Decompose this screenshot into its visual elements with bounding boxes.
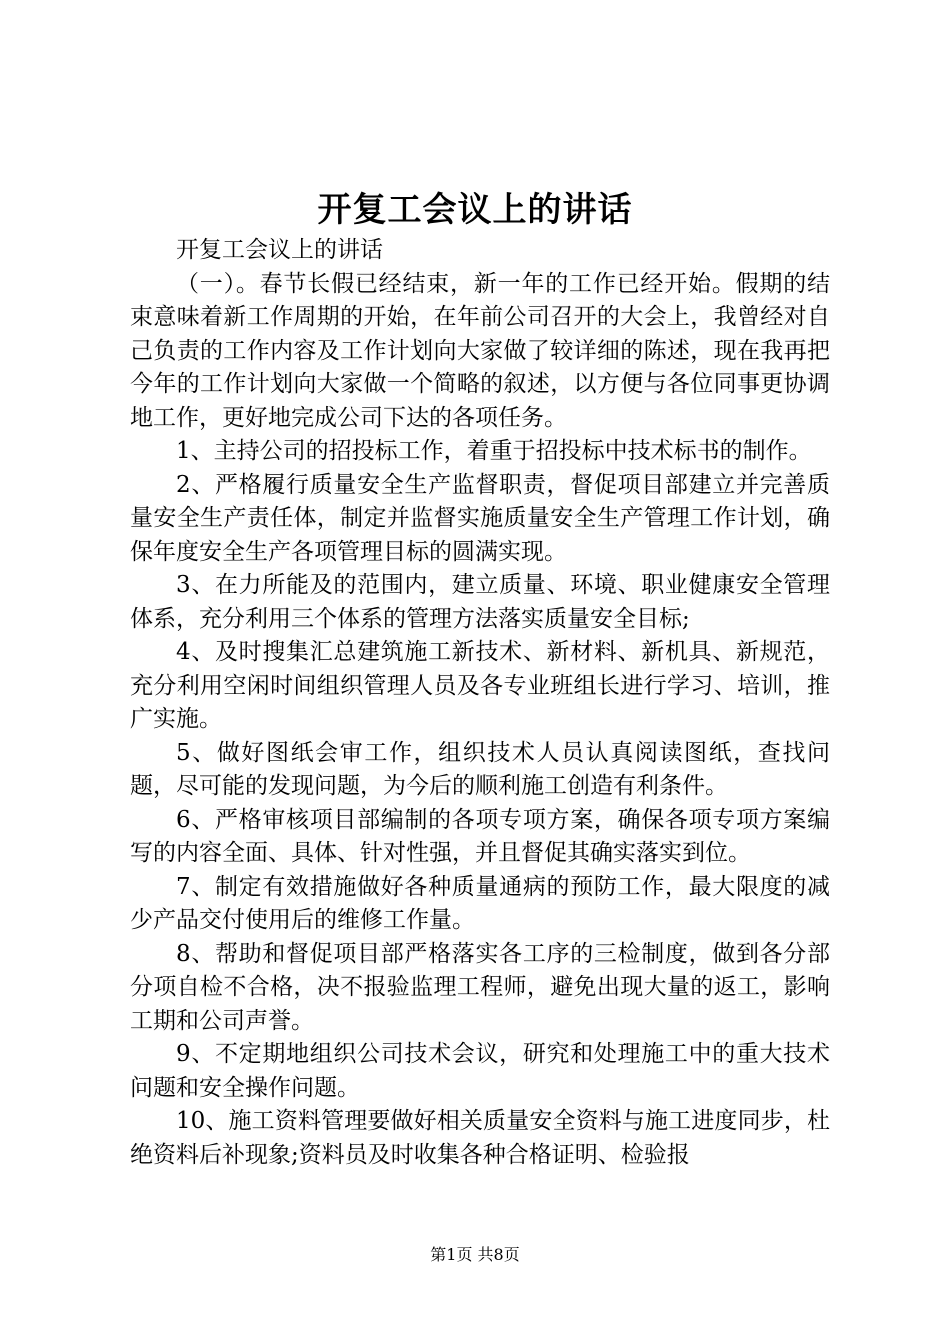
- page-footer: 第1页 共8页: [430, 1245, 520, 1264]
- paragraph-item-2: 2、严格履行质量安全生产监督职责，督促项目部建立并完善质量安全生产责任体，制定并监督实施质量安全生产管理工作计划，确保年度安全生产各项管理目标的圆满实现。: [130, 471, 830, 565]
- paragraph-item-9: 9、不定期地组织公司技术会议，研究和处理施工中的重大技术问题和安全操作问题。: [130, 1041, 830, 1101]
- document-body: [130, 234, 830, 1172]
- document-title: 开复工会议上的讲话: [317, 190, 633, 230]
- paragraph-item-3: 3、在力所能及的范围内，建立质量、环境、职业健康安全管理体系，充分利用三个体系的管理方法落实质量安全目标;: [130, 572, 830, 632]
- paragraph-item-10: 10、施工资料管理要做好相关质量安全资料与施工进度同步，杜绝资料后补现象;资料员及时收集各种合格证明、检验报: [130, 1108, 830, 1168]
- paragraph-item-4: 4、及时搜集汇总建筑施工新技术、新材料、新机具、新规范，充分利用空闲时间组织管理人员及各专业班组长进行学习、培训，推广实施。: [130, 639, 830, 732]
- paragraph-item-6: 6、严格审核项目部编制的各项专项方案，确保各项专项方案编写的内容全面、具体、针对性强，并且督促其确实落实到位。: [130, 806, 830, 866]
- paragraph-subtitle: 开复工会议上的讲话: [176, 237, 383, 263]
- paragraph-item-5: 5、做好图纸会审工作，组织技术人员认真阅读图纸，查找问题，尽可能的发现问题，为今后的顺利施工创造有利条件。: [130, 739, 830, 799]
- paragraph-item-1: 1、主持公司的招投标工作，着重于招投标中技术标书的制作。: [176, 438, 812, 464]
- paragraph-intro: （一）。春节长假已经结束，新一年的工作已经开始。假期的结束意味着新工作周期的开始，在年前公司召开的大会上，我曾经对自己负责的工作内容及工作计划向大家做了较详细的陈述，现在我再把今年的工作计划向大家做一个简略的叙述，以方便与各位同事更协调地工作，更好地完成公司下达的各项任务。: [130, 270, 830, 431]
- paragraph-item-7: 7、制定有效措施做好各种质量通病的预防工作，最大限度的减少产品交付使用后的维修工作量。: [130, 873, 830, 933]
- paragraph-item-8: 8、帮助和督促项目部严格落实各工序的三检制度，做到各分部分项自检不合格，决不报验监理工程师，避免出现大量的返工，影响工期和公司声誉。: [130, 940, 830, 1034]
